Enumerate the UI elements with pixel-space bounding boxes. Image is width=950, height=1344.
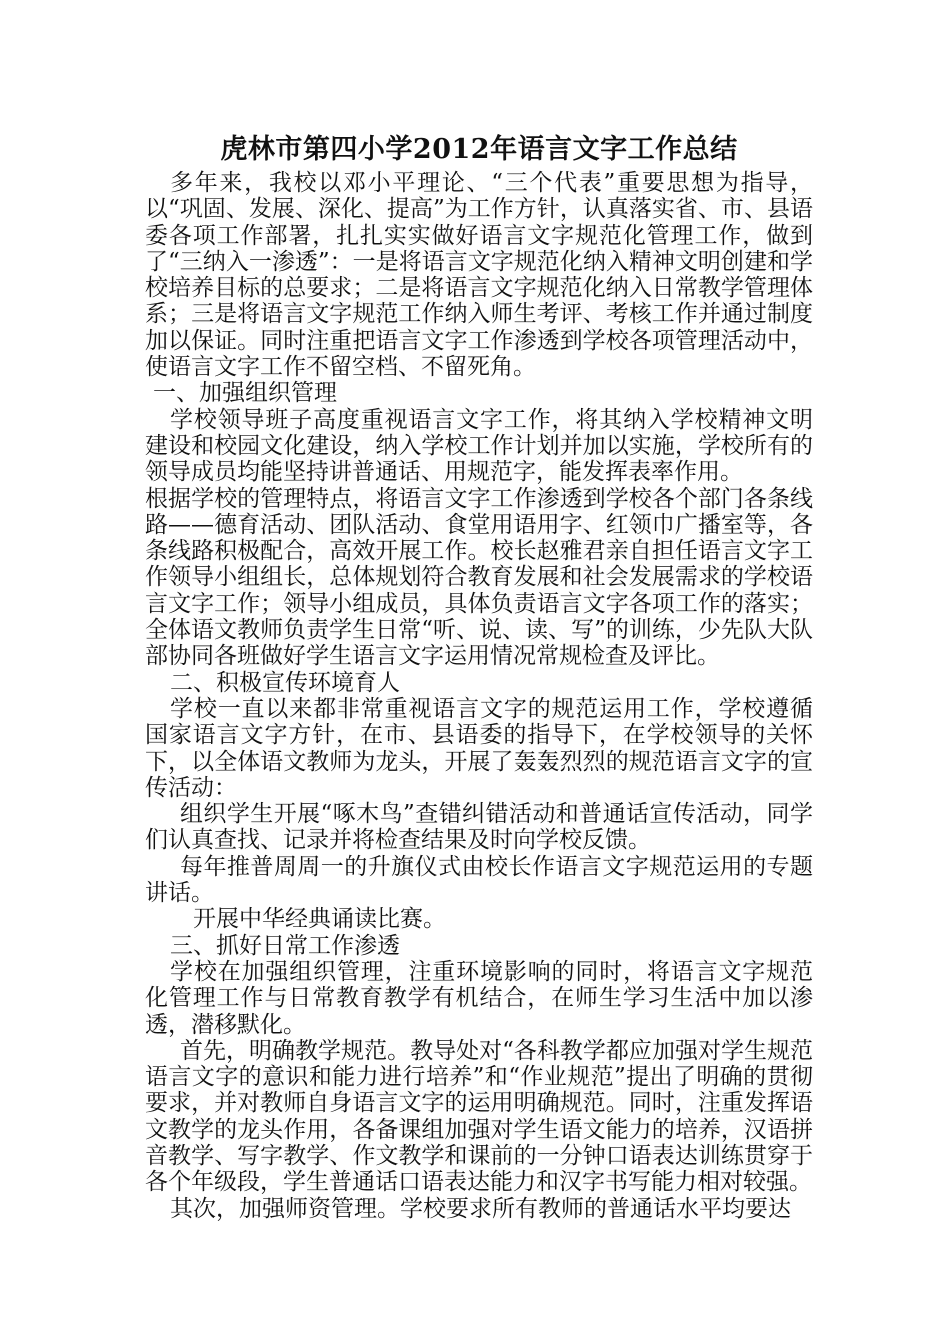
document-page	[145, 130, 813, 1222]
intro-paragraph: 多年来，我校以邓小平理论、“三个代表”重要思想为指导，以“巩固、发展、深化、提高”为工作方针，认真落实省、市、县语委各项工作部署，扎扎实实做好语言文字规范化管理工作，做到了“三纳入一渗透”：一是将语言文字规范化纳入精神文明创建和学校培养目标的总要求；二是将语言文字规范化纳入日常教学管理体系；三是将语言文字规范工作纳入师生考评、考核工作并通过制度加以保证。同时注重把语言文字工作渗透到学校各项管理活动中，使语言文字工作不留空档、不留死角。	[145, 170, 813, 381]
section3-paragraph-2: 首先，明确教学规范。教导处对“各科教学都应加强对学生规范语言文字的意识和能力进行培养”和“作业规范”提出了明确的贯彻要求，并对教师自身语言文字的运用明确规范。同时，注重发挥语文教学的龙头作用，各备课组加强对学生语文能力的培养，汉语拼音教学、写字教学、作文教学和课前的一分钟口语表达训练贯穿于各个年级段，学生普通话口语表达能力和汉字书写能力相对较强。	[145, 1037, 813, 1196]
section3-paragraph-3: 其次，加强师资管理。学校要求所有教师的普通话水平均要达	[170, 1195, 791, 1222]
section-heading-daily-work: 三、抓好日常工作渗透	[170, 932, 400, 959]
section-heading-organization: 一、加强组织管理	[153, 380, 337, 407]
section2-paragraph-4: 开展中华经典诵读比赛。	[193, 906, 446, 933]
section2-paragraph-1: 学校一直以来都非常重视语言文字的规范运用工作，学校遵循国家语言文字方针，在市、县语委的指导下，在学校领导的关怀下，以全体语文教师为龙头，开展了轰轰烈烈的规范语言文字的宣传活动：	[145, 695, 813, 801]
section1-paragraph-1: 学校领导班子高度重视语言文字工作，将其纳入学校精神文明建设和校园文化建设，纳入学校工作计划并加以实施，学校所有的领导成员均能坚持讲普通话、用规范字，能发挥表率作用。	[145, 406, 813, 486]
section2-paragraph-2: 组织学生开展“啄木鸟”查错纠错活动和普通话宣传活动，同学们认真查找、记录并将检查结果及时向学校反馈。	[145, 801, 813, 854]
section-heading-publicity: 二、积极宣传环境育人	[170, 669, 400, 696]
document-title: 虎林市第四小学2012年语言文字工作总结	[220, 134, 738, 165]
section2-paragraph-3: 每年推普周周一的升旗仪式由校长作语言文字规范运用的专题讲话。	[145, 853, 813, 907]
section3-paragraph-1: 学校在加强组织管理，注重环境影响的同时，将语言文字规范化管理工作与日常教育教学有机结合，在师生学习生活中加以渗透，潜移默化。	[145, 958, 813, 1038]
section1-paragraph-2: 根据学校的管理特点，将语言文字工作渗透到学校各个部门各条线路——德育活动、团队活动、食堂用语用字、红领巾广播室等，各条线路积极配合，高效开展工作。校长赵雅君亲自担任语言文字工作领导小组组长，总体规划符合教育发展和社会发展需求的学校语言文字工作；领导小组成员，具体负责语言文字各项工作的落实；全体语文教师负责学生日常“听、说、读、写”的训练，少先队大队部协同各班做好学生语言文字运用情况常规检查及评比。	[145, 485, 813, 670]
